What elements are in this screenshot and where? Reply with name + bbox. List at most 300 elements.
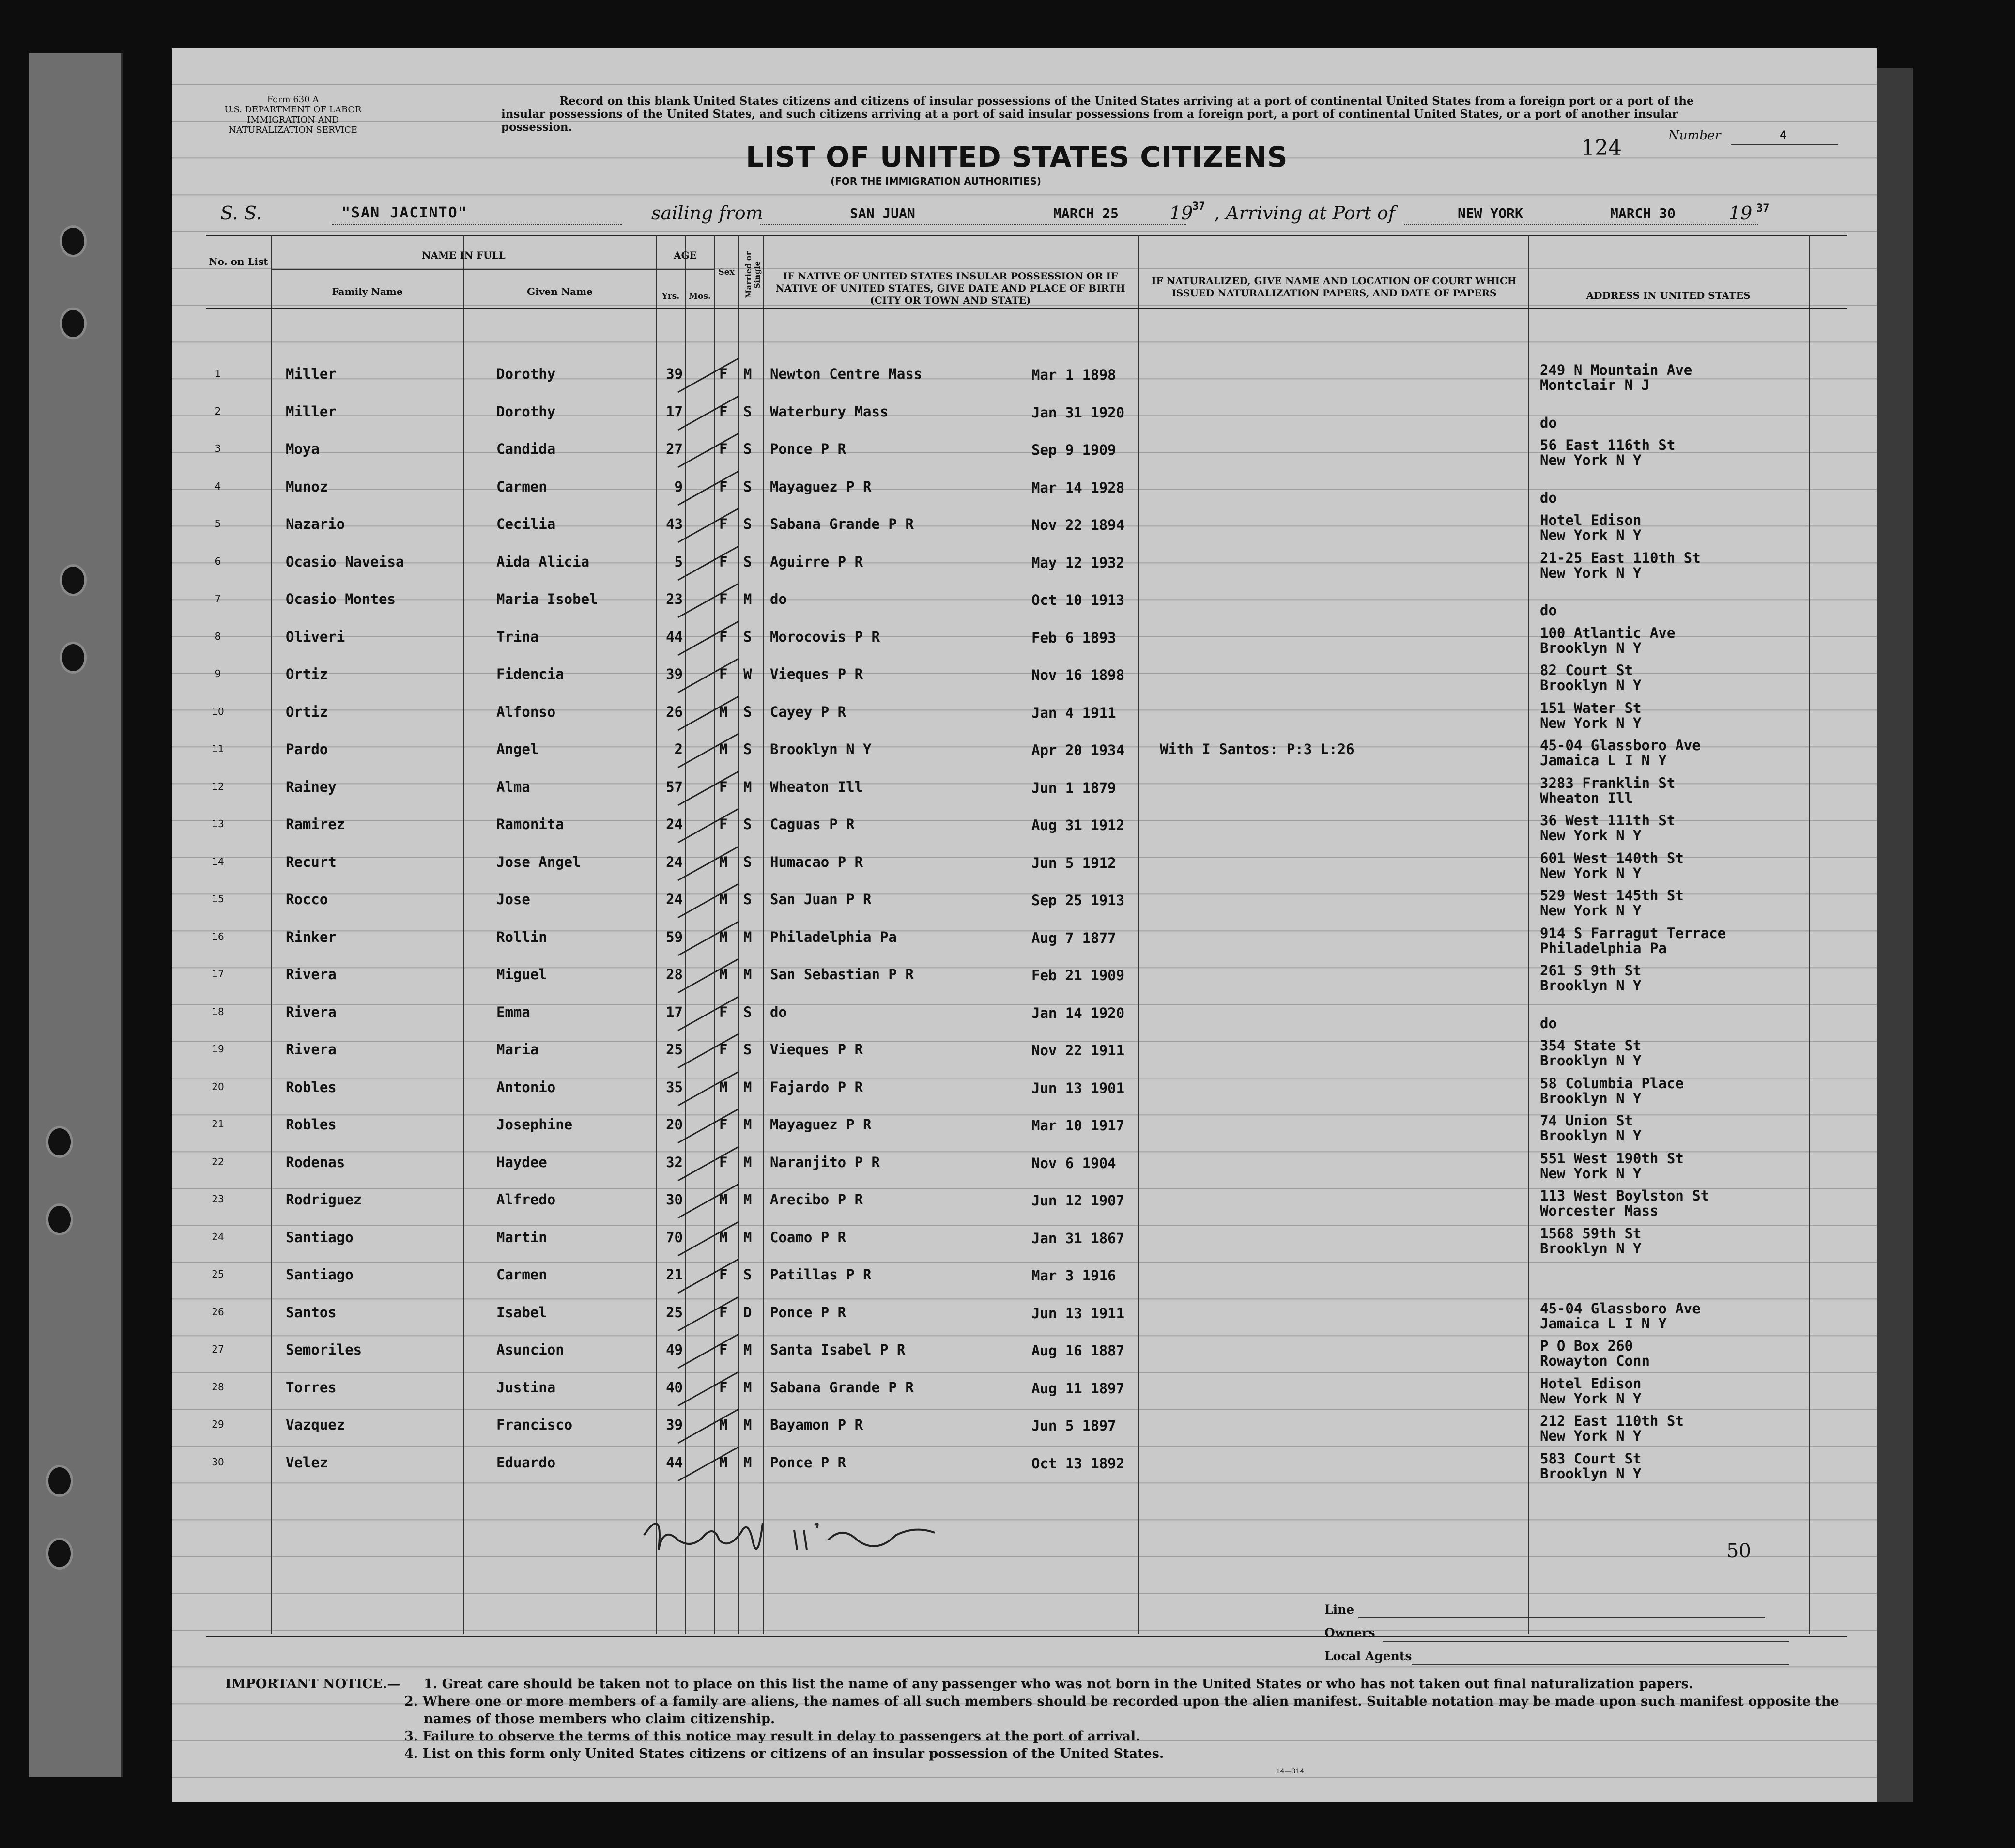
birth-place: Humacao P R: [770, 853, 863, 870]
age-years: 40: [666, 1379, 683, 1396]
given-name: Asuncion: [496, 1341, 564, 1358]
address-line1: 529 West 145th St: [1540, 887, 1684, 904]
marital-status: S: [743, 516, 752, 532]
address-line1: 551 West 190th St: [1540, 1150, 1684, 1167]
birth-date: Mar 3 1916: [1031, 1267, 1116, 1284]
age-years: 35: [666, 1078, 683, 1095]
age-years: 24: [666, 891, 683, 908]
address-line1: 249 N Mountain Ave: [1540, 362, 1692, 378]
birth-date: Mar 10 1917: [1031, 1117, 1125, 1134]
birth-date: Apr 20 1934: [1031, 742, 1125, 758]
given-name: Alfredo: [496, 1191, 556, 1208]
birth-date: Nov 22 1894: [1031, 517, 1125, 533]
header-age: AGE: [674, 249, 697, 261]
birth-place: Philadelphia Pa: [770, 928, 897, 945]
family-name: Miller: [286, 403, 337, 420]
age-years: 44: [666, 628, 683, 645]
address-line1: 36 West 111th St: [1540, 812, 1676, 829]
column-rule: [763, 235, 764, 1634]
age-years: 44: [666, 1454, 683, 1471]
arrival-port: NEW YORK: [1458, 205, 1523, 221]
birth-date: Nov 6 1904: [1031, 1155, 1116, 1171]
birth-date: Jan 4 1911: [1031, 704, 1116, 721]
address-line2: New York N Y: [1540, 714, 1642, 731]
sailing-from-port: SAN JUAN: [850, 205, 915, 221]
address-line1: 21-25 East 110th St: [1540, 549, 1701, 566]
address-line1: 914 S Farragut Terrace: [1540, 924, 1726, 941]
address-line2: New York N Y: [1540, 564, 1642, 581]
birth-place: Naranjito P R: [770, 1154, 880, 1170]
sex: F: [719, 1304, 728, 1321]
sex: F: [719, 1003, 728, 1020]
given-name: Francisco: [496, 1417, 573, 1433]
marital-status: M: [743, 1454, 752, 1471]
family-name: Rainey: [286, 778, 337, 795]
address-line1: 583 Court St: [1540, 1450, 1642, 1467]
age-years: 2: [674, 741, 683, 757]
line-underline: [1358, 1617, 1765, 1618]
address-line2: do: [1540, 1015, 1557, 1032]
row-number: 2: [215, 405, 221, 417]
row-number: 26: [212, 1306, 224, 1318]
sex: F: [719, 628, 728, 645]
tally-mark: [676, 1182, 743, 1216]
sailing-from-label: sailing from: [651, 202, 763, 224]
row-number: 3: [215, 443, 221, 454]
row-number: 24: [212, 1231, 224, 1243]
family-name: Robles: [286, 1078, 337, 1095]
address-line2: Brooklyn N Y: [1540, 639, 1642, 656]
marital-status: S: [743, 741, 752, 757]
family-name: Nazario: [286, 516, 345, 532]
marital-status: M: [743, 1229, 752, 1246]
address-line2: Brooklyn N Y: [1540, 1465, 1642, 1482]
sex: F: [719, 1116, 728, 1133]
birth-date: Aug 11 1897: [1031, 1380, 1125, 1397]
tally-mark: [676, 581, 743, 615]
given-name: Aida Alicia: [496, 553, 590, 570]
row-number: 9: [215, 668, 221, 679]
age-years: 57: [666, 778, 683, 795]
birth-date: Oct 13 1892: [1031, 1455, 1125, 1472]
family-name: Recurt: [286, 853, 337, 870]
column-rule: [463, 235, 464, 1634]
arriving-label: , Arriving at Port of: [1214, 202, 1395, 224]
ss-label: S. S.: [220, 202, 262, 224]
address-line1: 261 S 9th St: [1540, 962, 1642, 979]
birth-place: Coamo P R: [770, 1229, 846, 1246]
family-name: Miller: [286, 366, 337, 382]
family-name: Semoriles: [286, 1341, 362, 1358]
service-name-line2: NATURALIZATION SERVICE: [229, 125, 357, 135]
row-number: 19: [212, 1043, 224, 1055]
column-rule: [1138, 235, 1139, 1634]
birth-place: Ponce P R: [770, 1304, 846, 1321]
marital-status: S: [743, 1266, 752, 1283]
address-line1: 212 East 110th St: [1540, 1413, 1684, 1429]
birth-date: Nov 22 1911: [1031, 1042, 1125, 1059]
tally-mark: [676, 619, 743, 653]
birth-place: Ponce P R: [770, 1454, 846, 1471]
birth-date: Jun 1 1879: [1031, 779, 1116, 796]
header-no-on-list: No. on List: [209, 256, 268, 267]
address-line1: 82 Court St: [1540, 662, 1633, 678]
birth-place: Ponce P R: [770, 441, 846, 457]
row-number: 7: [215, 593, 221, 604]
age-years: 9: [674, 478, 683, 495]
sex: F: [719, 1379, 728, 1396]
address-line1: 74 Union St: [1540, 1112, 1633, 1129]
marital-status: S: [743, 403, 752, 420]
age-years: 23: [666, 591, 683, 607]
birth-place: do: [770, 591, 787, 607]
given-name: Carmen: [496, 1266, 547, 1283]
birth-place: Morocovis P R: [770, 628, 880, 645]
marital-status: M: [743, 1116, 752, 1133]
punch-hole: [48, 1467, 71, 1494]
address-line2: Brooklyn N Y: [1540, 1127, 1642, 1144]
row-number: 25: [212, 1268, 224, 1280]
row-number: 4: [215, 480, 221, 492]
header-name-in-full: NAME IN FULL: [422, 249, 506, 261]
address-line1: 3283 Franklin St: [1540, 774, 1676, 791]
family-name: Torres: [286, 1379, 337, 1396]
birth-place: San Sebastian P R: [770, 966, 914, 983]
tally-mark: [676, 1370, 743, 1403]
given-name: Martin: [496, 1229, 547, 1246]
address-line2: Brooklyn N Y: [1540, 977, 1642, 994]
address-line2: Rowayton Conn: [1540, 1353, 1650, 1369]
family-name: Rivera: [286, 1041, 337, 1058]
address-line1: 1568 59th St: [1540, 1225, 1642, 1242]
family-name: Munoz: [286, 478, 328, 495]
sex: F: [719, 403, 728, 420]
birth-place: Wheaton Ill: [770, 778, 863, 795]
sex: F: [719, 666, 728, 682]
given-name: Isabel: [496, 1304, 547, 1321]
header-age-years: Yrs.: [661, 292, 680, 301]
birth-date: Nov 16 1898: [1031, 667, 1125, 683]
family-name: Ortiz: [286, 666, 328, 682]
tally-mark: [676, 731, 743, 765]
family-name: Rivera: [286, 1003, 337, 1020]
birth-place: Aguirre P R: [770, 553, 863, 570]
age-years: 70: [666, 1229, 683, 1246]
address-line2: Jamaica L I N Y: [1540, 1315, 1667, 1332]
address-line1: 151 Water St: [1540, 699, 1642, 716]
given-name: Dorothy: [496, 366, 556, 382]
given-name: Haydee: [496, 1154, 547, 1170]
marital-status: S: [743, 891, 752, 908]
age-years: 20: [666, 1116, 683, 1133]
form-number: Form 630 A: [267, 94, 319, 105]
row-number: 8: [215, 630, 221, 642]
tally-mark: [676, 1257, 743, 1291]
sex: F: [719, 591, 728, 607]
address-line1: Hotel Edison: [1540, 1375, 1642, 1392]
birth-place: Newton Centre Mass: [770, 366, 923, 382]
birth-date: Oct 10 1913: [1031, 592, 1125, 608]
marital-status: M: [743, 366, 752, 382]
sex: M: [719, 928, 728, 945]
birth-date: Jun 12 1907: [1031, 1192, 1125, 1209]
tally-mark: [676, 656, 743, 690]
ship-name-line: [332, 224, 622, 225]
sex: M: [719, 1191, 728, 1208]
sex: F: [719, 366, 728, 382]
manifest-page: [172, 48, 1877, 1802]
address-line2: Brooklyn N Y: [1540, 677, 1642, 693]
row-number: 17: [212, 968, 224, 980]
year-sailing: 37: [1192, 200, 1205, 213]
marital-status: M: [743, 1417, 752, 1433]
birth-place: do: [770, 1003, 787, 1020]
page-title: LIST OF UNITED STATES CITIZENS: [746, 140, 1288, 173]
row-number: 10: [212, 705, 224, 717]
given-name: Carmen: [496, 478, 547, 495]
owners-label: Owners: [1324, 1626, 1375, 1640]
owners-underline: [1383, 1641, 1789, 1642]
given-name: Eduardo: [496, 1454, 556, 1471]
tally-mark: [676, 1445, 743, 1478]
given-name: Fidencia: [496, 666, 564, 682]
birth-date: Mar 14 1928: [1031, 479, 1125, 496]
name-subheader-rule: [271, 269, 656, 270]
family-name: Robles: [286, 1116, 337, 1133]
birth-date: Mar 1 1898: [1031, 367, 1116, 383]
birth-place: Cayey P R: [770, 703, 846, 720]
marital-status: S: [743, 478, 752, 495]
row-number: 16: [212, 930, 224, 942]
birth-place: Patillas P R: [770, 1266, 872, 1283]
tally-mark: [676, 956, 743, 990]
row-number: 21: [212, 1118, 224, 1130]
sex: M: [719, 1078, 728, 1095]
address-line1: 58 Columbia Place: [1540, 1075, 1684, 1092]
given-name: Josephine: [496, 1116, 573, 1133]
given-name: Candida: [496, 441, 556, 457]
birth-date: Sep 25 1913: [1031, 892, 1125, 909]
family-name: Rinker: [286, 928, 337, 945]
birth-date: Feb 21 1909: [1031, 967, 1125, 984]
address-line2: Brooklyn N Y: [1540, 1052, 1642, 1069]
row-number: 22: [212, 1155, 224, 1168]
sailing-date: MARCH 25: [1053, 205, 1119, 221]
birth-place: Sabana Grande P R: [770, 516, 914, 532]
year-prefix-sailing: 19: [1169, 202, 1193, 224]
marital-status: M: [743, 1154, 752, 1170]
tally-mark: [676, 431, 743, 465]
row-number: 1: [215, 368, 221, 379]
family-name: Rodriguez: [286, 1191, 362, 1208]
form-identifier: [211, 94, 375, 135]
marital-status: M: [743, 1191, 752, 1208]
tally-mark: [676, 1407, 743, 1441]
birth-date: Jun 13 1911: [1031, 1305, 1125, 1322]
age-years: 39: [666, 666, 683, 682]
row-number: 18: [212, 1005, 224, 1017]
arrival-port-line: [1404, 224, 1758, 225]
given-name: Dorothy: [496, 403, 556, 420]
family-name: Rocco: [286, 891, 328, 908]
marital-status: W: [743, 666, 752, 682]
tally-mark: [676, 994, 743, 1028]
list-number: 4: [1780, 128, 1787, 142]
address-line2: Montclair N J: [1540, 377, 1650, 393]
age-years: 25: [666, 1041, 683, 1058]
row-number: 14: [212, 855, 224, 867]
row-number: 23: [212, 1193, 224, 1205]
handwritten-signature: [634, 1501, 1002, 1559]
birth-place: Waterbury Mass: [770, 403, 889, 420]
birth-date: Feb 6 1893: [1031, 629, 1116, 646]
column-rule: [1809, 235, 1810, 1634]
marital-status: M: [743, 778, 752, 795]
sex: M: [719, 703, 728, 720]
age-years: 28: [666, 966, 683, 983]
age-years: 30: [666, 1191, 683, 1208]
age-years: 5: [674, 553, 683, 570]
sex: F: [719, 778, 728, 795]
notice-item-3: 3. Failure to observe the terms of this notice may result in delay to passengers at the port of arrival.: [404, 1729, 1140, 1744]
tally-mark: [676, 1069, 743, 1103]
sex: M: [719, 966, 728, 983]
age-years: 27: [666, 441, 683, 457]
header-family-name: Family Name: [332, 286, 403, 297]
birth-date: May 12 1932: [1031, 554, 1125, 571]
notice-item-2: 2. Where one or more members of a family are aliens, the names of all such members should be recorded upon the alien manifest. Suitable notation may be made upon such manifest opposite the names of those members who claim citizenship.: [404, 1694, 1839, 1726]
sex: F: [719, 1341, 728, 1358]
address-line1: 113 West Boylston St: [1540, 1187, 1709, 1204]
punch-hole: [48, 1128, 71, 1155]
row-number: 15: [212, 893, 224, 905]
marital-status: D: [743, 1304, 752, 1321]
birth-place: Mayaguez P R: [770, 1116, 872, 1133]
marital-status: M: [743, 591, 752, 607]
tally-mark: [676, 844, 743, 878]
punch-hole: [62, 310, 84, 337]
age-years: 24: [666, 816, 683, 832]
tally-mark: [676, 919, 743, 953]
sex: F: [719, 478, 728, 495]
row-number: 5: [215, 518, 221, 529]
paper-shadow: [1874, 68, 1913, 1802]
address-line2: Brooklyn N Y: [1540, 1240, 1642, 1257]
age-years: 39: [666, 1417, 683, 1433]
sex: M: [719, 1417, 728, 1433]
address-line2: New York N Y: [1540, 827, 1642, 844]
punch-hole: [62, 644, 84, 671]
notice-lead: IMPORTANT NOTICE.—: [225, 1677, 400, 1692]
local-agents-label: Local Agents: [1324, 1649, 1412, 1663]
row-number: 12: [212, 780, 224, 792]
birth-place: Brooklyn N Y: [770, 741, 872, 757]
age-years: 59: [666, 928, 683, 945]
year-prefix-arrival: 19: [1729, 202, 1753, 224]
birth-date: Aug 7 1877: [1031, 929, 1116, 946]
tally-mark: [676, 544, 743, 578]
address-line2: do: [1540, 489, 1557, 506]
tally-mark: [676, 694, 743, 728]
stamped-page-number: 124: [1581, 136, 1622, 160]
address-line2: New York N Y: [1540, 1428, 1642, 1444]
given-name: Angel: [496, 741, 539, 757]
given-name: Maria Isobel: [496, 591, 598, 607]
given-name: Miguel: [496, 966, 547, 983]
family-name: Pardo: [286, 741, 328, 757]
marital-status: S: [743, 703, 752, 720]
tally-mark: [676, 469, 743, 503]
address-line1: 100 Atlantic Ave: [1540, 624, 1676, 641]
birth-date: Jun 5 1897: [1031, 1417, 1116, 1434]
given-name: Alma: [496, 778, 530, 795]
row-number: 20: [212, 1080, 224, 1093]
header-naturalized: IF NATURALIZED, GIVE NAME AND LOCATION OF COURT WHICH ISSUED NATURALIZATION PAPERS, AND DATE OF PAPERS: [1152, 275, 1517, 299]
given-name: Emma: [496, 1003, 530, 1020]
row-number: 28: [212, 1381, 224, 1393]
tally-mark: [676, 506, 743, 540]
given-name: Jose: [496, 891, 530, 908]
sex: F: [719, 441, 728, 457]
ship-name: "SAN JACINTO": [341, 204, 468, 221]
address-line1: 45-04 Glassboro Ave: [1540, 1300, 1701, 1317]
address-line2: Brooklyn N Y: [1540, 1090, 1642, 1107]
family-name: Velez: [286, 1454, 328, 1471]
header-given-name: Given Name: [527, 286, 593, 297]
address-line2: New York N Y: [1540, 1390, 1642, 1407]
age-subheader-rule: [656, 269, 714, 270]
tally-mark: [676, 1332, 743, 1366]
age-years: 25: [666, 1304, 683, 1321]
given-name: Justina: [496, 1379, 556, 1396]
address-line2: New York N Y: [1540, 1165, 1642, 1182]
address-line2: Worcester Mass: [1540, 1202, 1659, 1219]
birth-place: San Juan P R: [770, 891, 872, 908]
service-name-line1: IMMIGRATION AND: [247, 115, 339, 125]
sex: M: [719, 853, 728, 870]
row-number: 13: [212, 818, 224, 830]
punch-hole: [48, 1540, 71, 1567]
sex: M: [719, 1454, 728, 1471]
header-bottom-rule: [206, 308, 1847, 309]
birth-place: Mayaguez P R: [770, 478, 872, 495]
important-notice: [225, 1676, 1847, 1763]
address-line1: P O Box 260: [1540, 1338, 1633, 1354]
birth-place: Vieques P R: [770, 666, 863, 682]
given-name: Cecilia: [496, 516, 556, 532]
tally-mark: [676, 769, 743, 803]
family-name: Santiago: [286, 1266, 354, 1283]
marital-status: S: [743, 1003, 752, 1020]
birth-date: Aug 31 1912: [1031, 817, 1125, 833]
age-years: 17: [666, 1003, 683, 1020]
marital-status: S: [743, 628, 752, 645]
naturalization-note: With I Santos: P:3 L:26: [1160, 741, 1354, 757]
line-label: Line: [1324, 1602, 1354, 1617]
tally-mark: [676, 1032, 743, 1065]
given-name: Ramonita: [496, 816, 564, 832]
address-line2: New York N Y: [1540, 452, 1642, 468]
sex: M: [719, 891, 728, 908]
address-line2: Jamaica L I N Y: [1540, 752, 1667, 769]
tally-mark: [676, 1107, 743, 1140]
sex: F: [719, 816, 728, 832]
age-years: 43: [666, 516, 683, 532]
address-line2: Wheaton Ill: [1540, 789, 1633, 806]
family-name: Rodenas: [286, 1154, 345, 1170]
punch-hole: [62, 228, 84, 255]
family-name: Santiago: [286, 1229, 354, 1246]
